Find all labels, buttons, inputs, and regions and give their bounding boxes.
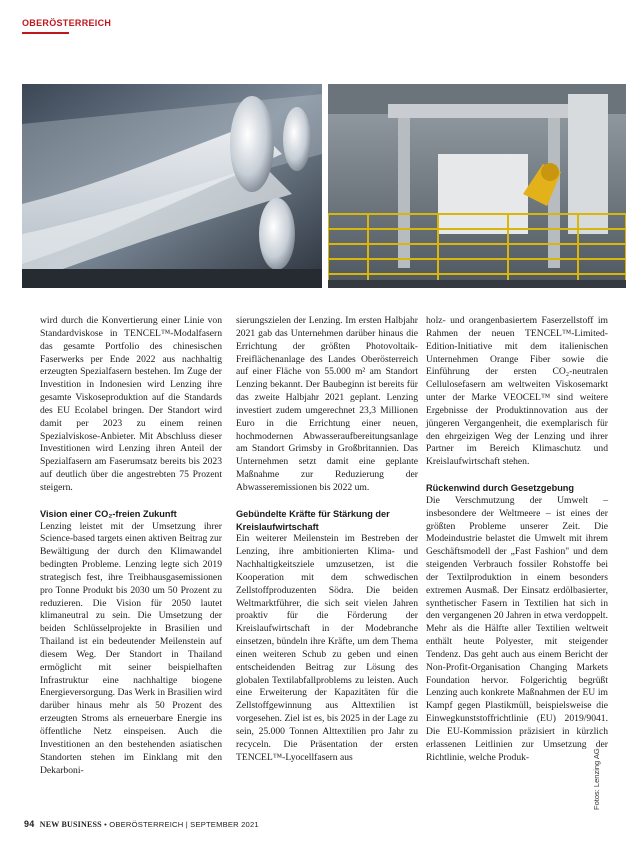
photo-credit: Fotos: Lenzing AG [592,748,601,810]
paragraph: sierungszielen der Lenzing. Im ersten Halbjahr 2021 gab das Unternehmen darüber hinaus die Errichtung der größten Photovoltaik-Freiflächenanlage des Landes Oberösterreich auf einer Fläche von 55.000 m² am Standort Lenzing bekannt. Der Baubeginn ist bereits für das zweite Halbjahr 2021 geplant. Lenzing investiert zudem umgerechnet 23,3 Millionen Euro in die Errichtung einer neuen, hochmodernen Abwasseraufbereitungsanlage am Standort Grimsby in Großbritannien. Das Unternehmen setzt damit eine geplante Maßnahme zur Reduzierung der Abwasseremissionen bis 2022 um. [236,315,418,493]
section-rule [22,32,69,34]
page-footer [24,819,259,829]
paragraph: holz- und orangenbasiertem Faserzellstoff im Rahmen der neuen TENCEL™-Limited-Edition-Initiative mit dem italienischen Unternehmen Orange Fiber sowie die Einführung der ersten CO₂-neutralen Cellulosefasern am weltweiten Viskosemarkt unter der Marke VEOCEL™ sind weitere Ergebnisse der Produktinnovation aus der jüngeren Vergangenheit, die exemplarisch für den ehrgeizigen Weg der Lenzing und ihrer Partner im Bereich Klimaschutz und Kreislaufwirtschaft stehen. [426,315,608,468]
robot-plant-photo [328,84,626,288]
paragraph: Ein weiterer Meilenstein im Bestreben der Lenzing, ihre ambitionierten Klima- und Nachhaltigkeitsziele umzusetzen, ist die Kooperation mit dem schwedischen Zellstoffproduzenten Södra. Die beiden Weltmarktführer, die sich seit vielen Jahren proaktiv für die Förderung der Kreislaufwirtschaft in der Modebranche einsetzen, bündeln ihre Kräfte, um dem Thema einen weiteren Schub zu geben und einen entscheidenden Beitrag zur Lösung des globalen Textilabfallproblems zu leisten. Auch eine Erweiterung der Kapazitäten für die Zellstoffgewinnung aus Alttextilien ist vorgesehen. Ziel ist es, bis 2025 in der Lage zu sein, 25.000 Tonnen Alttextilien pro Jahr zu recyceln. Die Präsentation der ersten TENCEL™-Lyocellfasern aus [236,533,418,763]
fiber-production-photo [22,84,322,288]
paragraph: Lenzing leistet mit der Umsetzung ihrer Science-based targets einen aktiven Beitrag zur Bewältigung der durch den Klimawandel bedingten Probleme. Lenzing legte sich 2019 strategisch fest, ihre Treibhausgasemissionen pro Tonne Produkt bis 2030 um 50 Prozent zu reduzieren. Die Vision für 2050 lautet klimaneutral zu sein. Die Umsetzung der beiden Schlüsselprojekte in Brasilien und Thailand ist ein bedeutender Meilenstein auf diesem Weg. Der Standort in Thailand ermöglicht mit seiner beispielhaften Infrastruktur eine nachhaltige biogene Energieversorgung. Das Werk in Brasilien wird darüber hinaus mehr als 50 Prozent des erzeugten Stroms als erneuerbare Energie ins öffentliche Netz einspeisen. Auch die Investitionen an den bestehenden asiatischen Standorten stehen im Einklang mit den Dekarboni- [40,520,223,776]
subheading: Vision einer CO₂-freien Zukunft [40,508,177,519]
subheading: Gebündelte Kräfte für Stärkung der Kreislaufwirtschaft [236,508,390,532]
subheading: Rückenwind durch Gesetzgebung [426,482,575,493]
footer-issue: • OBERÖSTERREICH | SEPTEMBER 2021 [104,820,259,829]
article-column-2 [236,315,418,765]
page-number: 94 [24,819,35,829]
section-label: OBERÖSTERREICH [22,18,112,28]
article-column-3 [426,315,608,765]
paragraph: wird durch die Konvertierung einer Linie von Standardviskose in TENCEL™-Modalfasern das gesamte Portfolio des chinesischen Faserwerks per Ende 2022 aus nachhaltig erzeugten Spezialfasern bestehen. Im Zuge der Investition in Indonesien wird Lenzing ihre gesamte Viskoseproduktion auf die Standards des EU Ecolabel bringen. Der Standort wird damit per 2023 zu einem reinen Spezialviskose-Anbieter. Mit Abschluss dieser Investitionen wird Lenzing ihren Anteil der Spezialfasern am Faserumsatz bereits bis 2023 auf deutlich über die angestrebten 75 Prozent steigern. [40,315,222,493]
paragraph: Die Verschmutzung der Umwelt – insbesondere der Weltmeere – ist eines der größten Probleme unserer Zeit. Die Modeindustrie belastet die Umwelt mit ihrem Geschäftsmodell der „Fast Fashion" und dem steigenden Verbrauch fossiler Rohstoffe bei der Textilproduktion in einem besonders extremen Ausmaß. Der Einsatz erdölbasierter, synthetischer Fasern in Textilien hat sich in den vergangenen 20 Jahren in etwa verdoppelt. Mehr als die Hälfte aller Textilien weltweit enthält heute Polyester, mit steigender Tendenz. Das geht auch aus einem Bericht der Non-Profit-Organisation Changing Markets Foundation hervor. Folgerichtig begrüßt Lenzing auch konkrete Maßnahmen der EU im Kampf gegen Plastikmüll, beispielsweise die Einwegkunststoffrichtlinie (EU) 2019/9041. Die EU-Kommission präzisiert in kürzlich erlassenen Leitlinien zur Umsetzung der Richtlinie, welche Produk- [426,494,608,763]
article-column-1 [40,315,222,777]
magazine-name: NEW BUSINESS [39,820,102,829]
